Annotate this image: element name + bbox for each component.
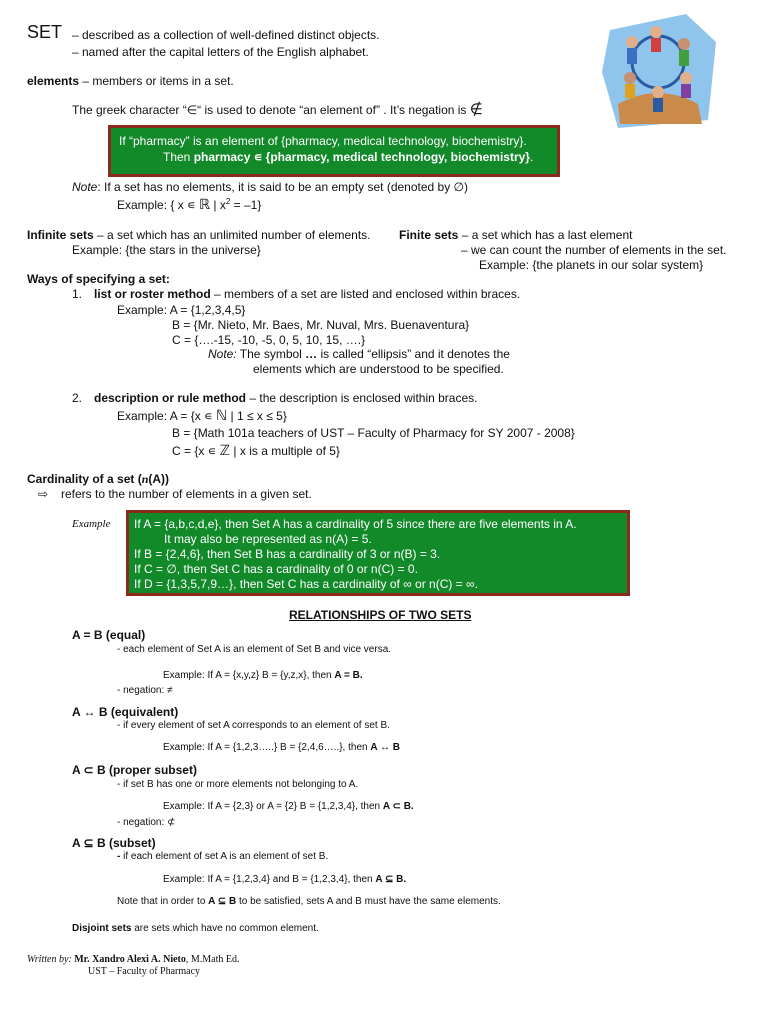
author-organization: UST – Faculty of Pharmacy — [88, 966, 201, 977]
box1-line2: Then pharmacy ∊ {pharmacy, medical technology, biochemistry}. — [163, 150, 534, 164]
box2-line1: If A = {a,b,c,d,e}, then Set A has a cardinality of 5 since there are five elements in A. — [134, 517, 577, 531]
infinite-sets-definition: Infinite sets – a set which has an unlimited number of elements. — [27, 228, 371, 242]
box2-line3: If B = {2,4,6}, then Set B has a cardinality of 3 or n(B) = 3. — [134, 547, 441, 561]
element-symbol-sentence: The greek character “∈“ is used to denote “an element of” . It’s negation is ∉ — [72, 101, 483, 118]
equivalent-example: Example: If A = {1,2,3…..} B = {2,4,6…..}, then A ↔ B — [163, 742, 400, 753]
set-description-1: – described as a collection of well-defined distinct objects. — [72, 28, 380, 42]
elements-definition: elements – members or items in a set. — [27, 74, 234, 88]
list-method-definition: list or roster method – members of a set are listed and enclosed within braces. — [94, 287, 521, 301]
infinite-sets-example: Example: {the stars in the universe} — [72, 243, 261, 257]
finite-sets-definition: Finite sets – a set which has a last element — [399, 228, 633, 242]
equal-negation: - negation: ≠ — [117, 685, 173, 696]
equivalent-definition: - if every element of set A corresponds to an element of set B. — [117, 720, 390, 731]
relationships-heading: RELATIONSHIPS OF TWO SETS — [289, 608, 472, 622]
box2-line4: If C = ∅, then Set C has a cardinality of 0 or n(C) = 0. — [134, 562, 418, 576]
equal-title: A = B (equal) — [72, 628, 146, 642]
finite-sets-count: – we can count the number of elements in the set. — [461, 243, 727, 257]
rule-example-a: Example: A = {x ∊ ℕ | 1 ≤ x ≤ 5} — [117, 409, 287, 424]
list-example-a: Example: A = {1,2,3,4,5} — [117, 303, 246, 317]
set-description-2: – named after the capital letters of the English alphabet. — [72, 45, 369, 59]
disjoint-sets-definition: Disjoint sets are sets which have no common element. — [72, 923, 319, 934]
rule-method-number: 2. — [72, 391, 83, 405]
box2-line5: If D = {1,3,5,7,9…}, then Set C has a cardinality of ∞ or n(C) = ∞. — [134, 577, 478, 591]
example-label: Example — [72, 518, 111, 530]
children-circle-clipart-icon — [598, 12, 718, 130]
empty-set-example: Example: { x ∊ ℝ | $x^2 = -1$} — [117, 197, 262, 213]
subset-title: A ⊆ B (subset) — [72, 836, 156, 850]
set-heading: SET — [27, 22, 63, 42]
list-example-b: B = {Mr. Nieto, Mr. Baes, Mr. Nuval, Mrs. Buenaventura} — [172, 318, 470, 332]
empty-set-note: Note: If a set has no elements, it is said to be an empty set (denoted by ∅) — [72, 180, 469, 194]
cardinality-heading: Cardinality of a set (n(A)) — [27, 472, 170, 486]
subset-example: Example: If A = {1,2,3,4} and B = {1,2,3,4}, then A ⊆ B. — [163, 874, 407, 885]
element-example-box — [108, 125, 560, 177]
cardinality-definition: refers to the number of elements in a given set. — [61, 487, 312, 501]
ellipsis-note-line2: elements which are understood to be specified. — [253, 362, 504, 376]
proper-subset-definition: - if set B has one or more elements not belonging to A. — [117, 779, 359, 790]
equal-definition: - each element of Set A is an element of Set B and vice versa. — [117, 644, 392, 655]
rule-example-c: C = {x ∊ ℤ | x is a multiple of 5} — [172, 444, 340, 459]
rule-method-definition: description or rule method – the description is enclosed within braces. — [94, 391, 478, 405]
finite-sets-example: Example: {the planets in our solar system} — [479, 258, 704, 272]
equivalent-title: A ↔ B (equivalent) — [72, 705, 179, 719]
rule-example-b: B = {Math 101a teachers of UST – Faculty of Pharmacy for SY 2007 - 2008} — [172, 426, 575, 440]
proper-subset-title: A ⊂ B (proper subset) — [72, 763, 197, 777]
ways-heading: Ways of specifying a set: — [27, 272, 170, 286]
arrow-icon: ⇨ — [38, 487, 49, 501]
list-example-c: C = {….-15, -10, -5, 0, 5, 10, 15, ….} — [172, 333, 366, 347]
equal-example: Example: If A = {x,y,z} B = {y,z,x}, then A = B. — [163, 670, 363, 681]
subset-note: Note that in order to A ⊆ B to be satisfied, sets A and B must have the same elements. — [117, 896, 501, 907]
proper-subset-example: Example: If A = {2,3} or A = {2} B = {1,2,3,4}, then A ⊂ B. — [163, 801, 414, 812]
list-method-number: 1. — [72, 287, 83, 301]
subset-definition: - if each element of set A is an element of set B. — [117, 851, 329, 862]
not-element-symbol: ∉ — [469, 101, 483, 118]
ellipsis-note: Note: The symbol … is called “ellipsis” and it denotes the — [208, 347, 510, 361]
box2-line2: It may also be represented as n(A) = 5. — [164, 532, 372, 546]
box1-line1: If “pharmacy” is an element of {pharmacy, medical technology, biochemistry}. — [119, 134, 527, 148]
author-credit: Written by: Mr. Xandro Alexi A. Nieto, M.Math Ed. — [27, 954, 240, 965]
cardinality-example-box — [126, 510, 630, 596]
proper-subset-negation: - negation: ⊄ — [117, 817, 176, 828]
